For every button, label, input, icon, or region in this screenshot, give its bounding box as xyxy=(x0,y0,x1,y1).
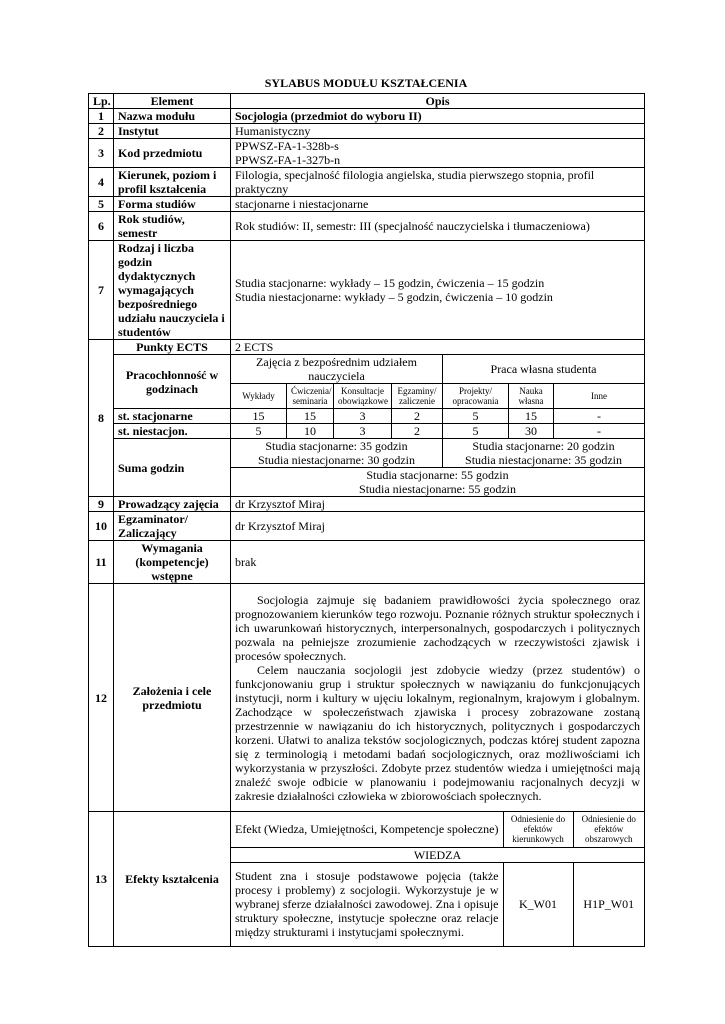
row-value: stacjonarne i niestacjonarne xyxy=(231,197,645,212)
sum-label: Suma godzin xyxy=(114,439,231,497)
sum-self-extramural: Studia niestacjonarne: 35 godzin xyxy=(465,453,622,467)
row-value xyxy=(231,139,645,168)
row-label: Rodzaj i liczba godzin dydaktycznych wymagających bezpośredniego udziału nauczyciela i studentów xyxy=(114,241,231,340)
sum-total-stationary: Studia stacjonarne: 55 godzin xyxy=(366,468,509,482)
stationary-hours-row xyxy=(89,409,645,424)
workload-label: Pracochłonność w godzinach xyxy=(114,355,231,409)
learning-outcomes xyxy=(231,812,645,947)
ref-area-header: Odniesienie do efektów obszarowych xyxy=(573,812,644,847)
row-label: Kierunek, poziom i profil kształcenia xyxy=(114,168,231,197)
row-number: 10 xyxy=(89,512,114,541)
extramural-self-study: 30 xyxy=(509,424,554,439)
col-projects: Projekty/ opracowania xyxy=(443,384,509,409)
row-label: Wymagania (kompetencje) wstępne xyxy=(114,541,231,584)
ref-directional-header: Odniesienie do efektów kierunkowych xyxy=(503,812,573,847)
row-value: dr Krzysztof Miraj xyxy=(231,497,645,512)
stationary-exercises: 15 xyxy=(287,409,334,424)
row-value: Filologia, specjalność filologia angielska, studia pierwszego stopnia, profil praktyczny xyxy=(231,168,645,197)
extramural-projects: 5 xyxy=(443,424,509,439)
row-label: Forma studiów xyxy=(114,197,231,212)
ects-label: Punkty ECTS xyxy=(114,340,231,355)
objectives-paragraph-1: Socjologia zajmuje się badaniem prawidłowości życia społecznego oraz prognozowaniem kierunków tego rozwoju. Poznanie różnych struktur społecznych i ich uwarunkowań historycznych, interpersonalnych, gospodarczych i politycznych pozwala na pełniejsze zrozumienie zachodzących w rzeczywistości zjawisk i procesów społecznych. xyxy=(235,592,641,663)
table-row xyxy=(89,124,645,139)
row-number: 9 xyxy=(89,497,114,512)
table-row xyxy=(89,197,645,212)
table-row xyxy=(89,541,645,584)
workload-group-header-row xyxy=(89,355,645,384)
col-exercises: Ćwiczenia/ seminaria xyxy=(287,384,334,409)
row-label: Założenia i cele przedmiotu xyxy=(114,584,231,812)
row-number: 5 xyxy=(89,197,114,212)
outcome-description: Student zna i stosuje podstawowe pojęcia (także procesy i problemy) z socjologii. Wykorzystuje je w wybranej sferze działalności zawodowej. Zna i opisuje struktury społeczne, instytucje społeczne oraz relacje między strukturami i instytucjami społecznymi. xyxy=(231,862,503,946)
header-opis: Opis xyxy=(231,94,645,109)
row-value: Humanistyczny xyxy=(231,124,645,139)
row-label: Rok studiów, semestr xyxy=(114,212,231,241)
row-label: Nazwa modułu xyxy=(114,109,231,124)
sum-total xyxy=(231,468,645,497)
section-wiedza: WIEDZA xyxy=(231,847,644,862)
sum-direct xyxy=(231,439,443,468)
col-exams: Egzaminy/ zaliczenie xyxy=(392,384,443,409)
extramural-exams: 2 xyxy=(392,424,443,439)
stationary-label: st. stacjonarne xyxy=(114,409,231,424)
direct-contact-header: Zajęcia z bezpośrednim udziałem nauczyciela xyxy=(231,355,443,384)
sum-self xyxy=(443,439,645,468)
stationary-other: - xyxy=(554,409,645,424)
outcome-ref-area: H1P_W01 xyxy=(573,862,644,946)
row-number: 12 xyxy=(89,584,114,812)
outcomes-header-row xyxy=(231,812,644,847)
table-header-row xyxy=(89,94,645,109)
row-label: Prowadzący zajęcia xyxy=(114,497,231,512)
outcome-ref-directional: K_W01 xyxy=(503,862,573,946)
extramural-consultations: 3 xyxy=(334,424,392,439)
objectives-paragraph-2: Celem nauczania socjologii jest zdobycie wiedzy (przez studentów) o funkcjonowaniu grup i struktur społecznych w nawiązaniu do funkcjonujących instytucji, norm i kultury w ujęciu lokalnym, regionalnym, krajowym i globalnym. Zachodzące w społeczeństwach zjawiska i procesy zobrazowane zostaną przestrzennie w nawiązaniu do ich historycznych, politycznych i gospodarczych korzeni. Ułatwi to analiza tekstów socjologicznych, podczas której student zapozna się z terminologią i metodami badań socjologicznych, oraz możliwościami ich wykorzystania w przyszłości. Zdobyte przez studentów wiedza i umiejętności mają znaleźć swoje odbicie w planowaniu i podejmowaniu racjonalnych decyzji w zakresie działalności człowieka w zbiorowościach społecznych. xyxy=(235,662,641,803)
extramural-label: st. niestacjon. xyxy=(114,424,231,439)
table-row xyxy=(89,512,645,541)
row-label: Instytut xyxy=(114,124,231,139)
header-lp: Lp. xyxy=(89,94,114,109)
stationary-lectures: 15 xyxy=(231,409,287,424)
table-row xyxy=(89,812,645,947)
row-number: 2 xyxy=(89,124,114,139)
hours-extramural: Studia niestacjonarne: wykłady – 5 godzin, ćwiczenia – 10 godzin xyxy=(235,290,553,304)
row-number: 6 xyxy=(89,212,114,241)
col-lectures: Wykłady xyxy=(231,384,287,409)
row-label: Efekty kształcenia xyxy=(114,812,231,947)
table-row xyxy=(89,584,645,812)
table-row xyxy=(89,497,645,512)
row-value xyxy=(231,241,645,340)
row-label: Kod przedmiotu xyxy=(114,139,231,168)
stationary-exams: 2 xyxy=(392,409,443,424)
table-row xyxy=(89,340,645,355)
row-value: Socjologia (przedmiot do wyboru II) xyxy=(231,109,645,124)
course-code-stationary: PPWSZ-FA-1-328b-s xyxy=(235,139,339,153)
table-row xyxy=(89,241,645,340)
self-study-header: Praca własna studenta xyxy=(443,355,645,384)
extramural-other: - xyxy=(554,424,645,439)
document-title: SYLABUS MODUŁU KSZTAŁCENIA xyxy=(264,76,468,90)
stationary-self-study: 15 xyxy=(509,409,554,424)
outcome-row xyxy=(231,862,644,946)
row-number: 8 xyxy=(89,340,114,497)
row-number: 13 xyxy=(89,812,114,947)
row-number: 7 xyxy=(89,241,114,340)
row-value: Rok studiów: II, semestr: III (specjalność nauczycielska i tłumaczeniowa) xyxy=(231,212,645,241)
table-row xyxy=(89,139,645,168)
sum-direct-extramural: Studia niestacjonarne: 30 godzin xyxy=(258,453,415,467)
row-number: 1 xyxy=(89,109,114,124)
table-row xyxy=(89,109,645,124)
col-self-study: Nauka własna xyxy=(509,384,554,409)
ects-value: 2 ECTS xyxy=(231,340,645,355)
row-value: brak xyxy=(231,541,645,584)
row-value: dr Krzysztof Miraj xyxy=(231,512,645,541)
row-number: 11 xyxy=(89,541,114,584)
row-number: 3 xyxy=(89,139,114,168)
col-other: Inne xyxy=(554,384,645,409)
learning-outcomes-table xyxy=(231,812,644,946)
extramural-lectures: 5 xyxy=(231,424,287,439)
course-code-extramural: PPWSZ-FA-1-327b-n xyxy=(235,153,341,167)
extramural-hours-row xyxy=(89,424,645,439)
sum-total-extramural: Studia niestacjonarne: 55 godzin xyxy=(359,482,516,496)
effect-header: Efekt (Wiedza, Umiejętności, Kompetencje społeczne) xyxy=(231,812,503,847)
table-row xyxy=(89,168,645,197)
stationary-consultations: 3 xyxy=(334,409,392,424)
hours-stationary: Studia stacjonarne: wykłady – 15 godzin, ćwiczenia – 15 godzin xyxy=(235,276,545,290)
col-consultations: Konsultacje obowiązkowe xyxy=(334,384,392,409)
sum-direct-stationary: Studia stacjonarne: 35 godzin xyxy=(265,439,408,453)
outcomes-section-row xyxy=(231,847,644,862)
syllabus-table xyxy=(88,93,645,947)
course-objectives xyxy=(231,584,645,812)
stationary-projects: 5 xyxy=(443,409,509,424)
extramural-exercises: 10 xyxy=(287,424,334,439)
table-row xyxy=(89,212,645,241)
sum-hours-row xyxy=(89,439,645,468)
row-number: 4 xyxy=(89,168,114,197)
sum-self-stationary: Studia stacjonarne: 20 godzin xyxy=(472,439,615,453)
header-element: Element xyxy=(114,94,231,109)
row-label: Egzaminator/ Zaliczający xyxy=(114,512,231,541)
